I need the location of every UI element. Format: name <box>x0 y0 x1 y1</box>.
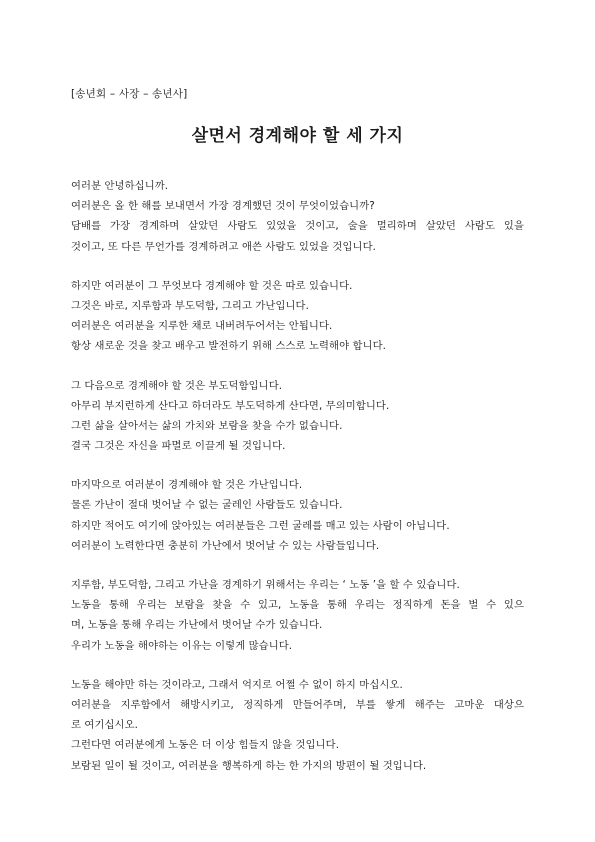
paragraph <box>71 675 524 776</box>
text-line: 여러분은 올 한 해를 보내면서 가장 경계했던 것이 무엇이었습니까? <box>71 200 375 213</box>
text-line: 우리가 노동을 해야하는 이유는 이렇게 많습니다. <box>71 639 293 652</box>
text-line: 여러분이 노력한다면 충분히 가난에서 벗어날 수 있는 사람들입니다. <box>71 539 380 552</box>
text-line: 로 여기십시오. <box>71 719 139 732</box>
category-label: [송년회 – 사장 – 송년사] <box>71 88 188 100</box>
text-line: 하지만 여러분이 그 무엇보다 경계해야 할 것은 따로 있습니다. <box>71 279 353 292</box>
text-line: 담배를 가장 경계하며 살았던 사람도 있었을 것이고, 술을 멀리하며 살았던 사람도 있을 <box>71 220 524 233</box>
paragraph <box>71 276 524 357</box>
paragraph <box>71 475 524 556</box>
text-line: 그것은 바로, 지루함과 부도덕함, 그리고 가난입니다. <box>71 299 309 312</box>
paragraph <box>71 176 524 257</box>
text-line: 그런 삶을 살아서는 삶의 가치와 보람을 찾을 수가 없습니다. <box>71 419 343 432</box>
text-line: 그 다음으로 경계해야 할 것은 부도덕함입니다. <box>71 379 283 392</box>
text-line: 그런다면 여러분에게 노동은 더 이상 힘들지 않을 것입니다. <box>71 739 340 752</box>
paragraph <box>71 575 524 656</box>
paragraph <box>71 376 524 457</box>
text-line: 노동을 통해 우리는 보람을 찾을 수 있고, 노동을 통해 우리는 정직하게 돈을 벌 수 있으 <box>71 599 524 612</box>
text-line: 여러분을 지루함에서 해방시키고, 정직하게 만들어주며, 부를 쌓게 해주는 고마운 대상으 <box>71 698 524 711</box>
text-line: 하지만 적어도 여기에 앉아있는 여러분들은 그런 굴레를 매고 있는 사람이 아닙니다. <box>71 519 450 532</box>
text-line: 것이고, 또 다른 무언가를 경계하려고 애쓴 사람도 있었을 것입니다. <box>71 240 376 253</box>
text-line: 노동을 해야만 하는 것이라고, 그래서 억지로 어쩔 수 없이 하지 마십시오. <box>71 678 403 691</box>
text-line: 아무리 부지런하게 산다고 하더라도 부도덕하게 산다면, 무의미합니다. <box>71 399 390 412</box>
text-line: 결국 그것은 자신을 파멸로 이끌게 될 것입니다. <box>71 440 286 453</box>
text-line: 마지막으로 여러분이 경계해야 할 것은 가난입니다. <box>71 479 303 492</box>
document-body <box>71 176 524 795</box>
text-line: 며, 노동을 통해 우리는 가난에서 벗어날 수가 있습니다. <box>71 619 323 632</box>
page-title: 살면서 경계해야 할 세 가지 <box>191 126 404 146</box>
text-line: 보람된 일이 될 것이고, 여러분을 행복하게 하는 한 가지의 방편이 될 것입니다. <box>71 759 427 772</box>
text-line: 항상 새로운 것을 찾고 배우고 발전하기 위해 스스로 노력해야 합니다. <box>71 340 387 353</box>
text-line: 물론 가난이 절대 벗어날 수 없는 굴레인 사람들도 있습니다. <box>71 499 343 512</box>
text-line: 여러분 안녕하십니까. <box>71 180 169 192</box>
text-line: 지루함, 부도덕함, 그리고 가난을 경계하기 위해서는 우리는 ‘ 노동 ’을 할 수 있습니다. <box>71 579 460 591</box>
text-line: 여러분은 여러분을 지루한 채로 내버려두어서는 안됩니다. <box>71 320 333 333</box>
